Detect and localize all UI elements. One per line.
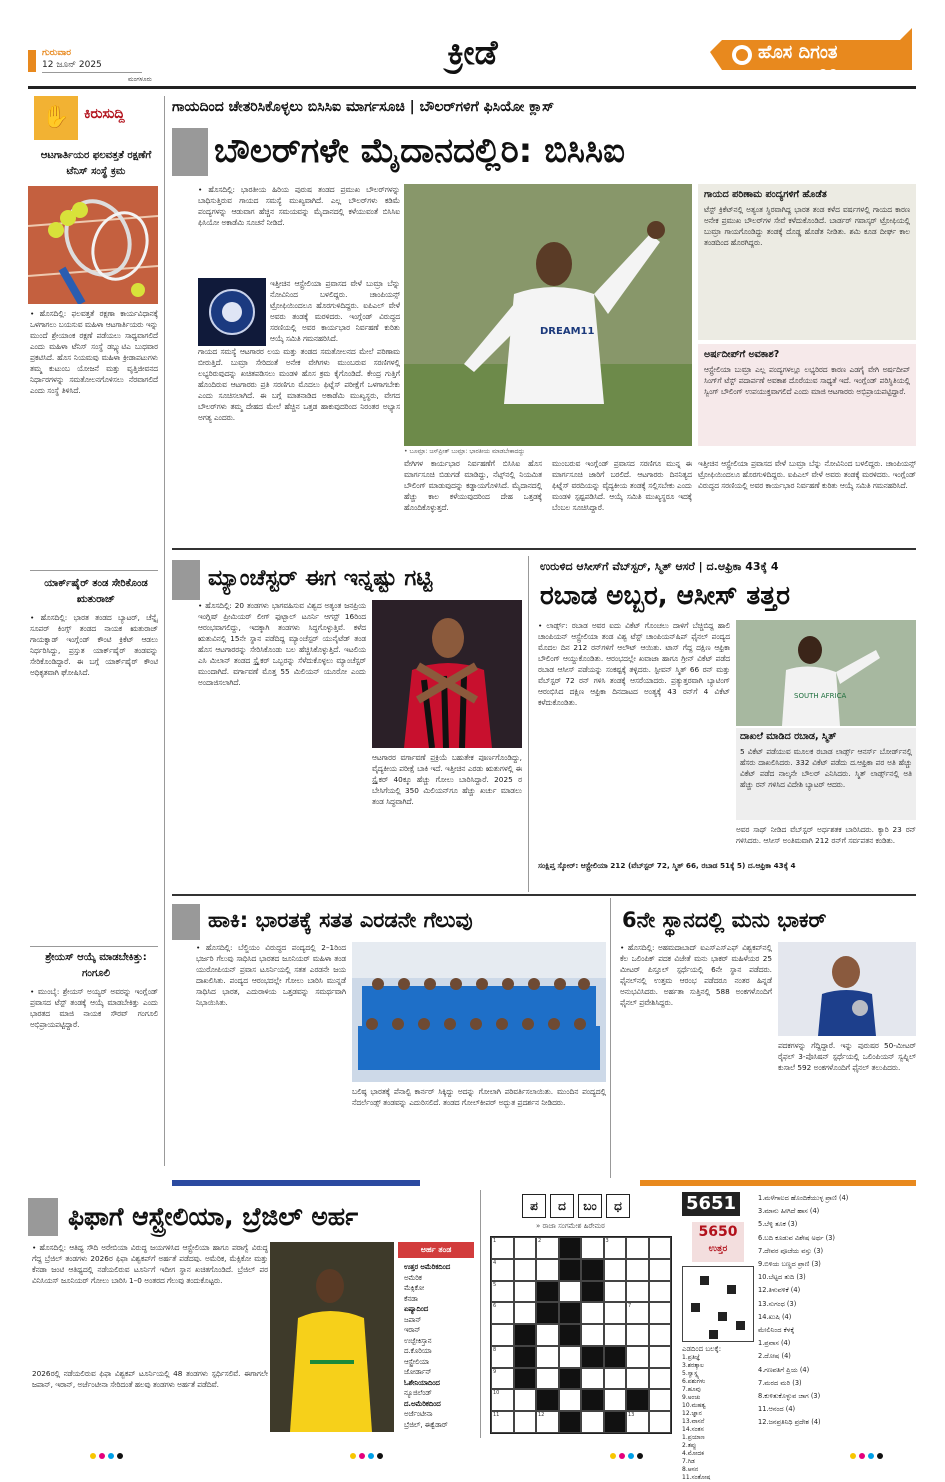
- puzzle-title-letter: ಧ: [606, 1194, 630, 1218]
- issue-day: ಗುರುವಾರ: [42, 48, 72, 58]
- crossword-cell: [514, 1302, 537, 1324]
- crossword-cell: [604, 1389, 627, 1411]
- clue-entry: 1.ಪ್ರವಾಸ (4): [758, 1339, 791, 1348]
- lead-byline: • ಬೂಮ್ರಾ: ಜಸ್‌ಪ್ರೀತ್ ಬುಮ್ರಾ: ಭಾರತೀಯ ಮಾಡಬೇಕಾದದ್ದು: [404, 448, 525, 455]
- crossword-cell: [536, 1389, 559, 1411]
- crossword-cell: [491, 1324, 514, 1346]
- answer-entry: 7.ಗಿಡ: [682, 1458, 695, 1465]
- clue-entry: 12.ಜನಪ್ರತಿನಿಧಿ ಪ್ರದೇಶ (4): [758, 1418, 821, 1427]
- crossword-cell: [626, 1368, 649, 1390]
- qualified-team: ಉಜ್ಬೇಕಿಸ್ತಾನ: [404, 1336, 432, 1345]
- qualified-team: ಕೆನಡಾ: [404, 1294, 418, 1303]
- crossword-cell: [559, 1259, 582, 1281]
- issue-city: ಮಂಗಳೂರು: [128, 76, 152, 83]
- clue-entry: 7.ಮರದ ಮರಿ (3): [758, 1378, 802, 1387]
- crossword-cell: [581, 1302, 604, 1324]
- crossword-cell: 2: [536, 1237, 559, 1259]
- clue-list: [758, 1192, 914, 1430]
- answer-entry: 3.ಶರತ್ಕಾಲ: [682, 1362, 704, 1369]
- qualified-box: [398, 1242, 474, 1432]
- hockey-headline: ಹಾಕಿ: ಭಾರತಕ್ಕೆ ಸತತ ಎರಡನೇ ಗೆಲುವು: [208, 908, 473, 932]
- bcci-logo-photo: [198, 278, 266, 346]
- answer-entry: 9.ಅಂಚು: [682, 1394, 701, 1401]
- crossword-cell: 8: [491, 1346, 514, 1368]
- rabada-score: ಸಂಕ್ಷಿಪ್ತ ಸ್ಕೋರ್: ಆಸ್ಟ್ರೇಲಿಯಾ 212 (ವೆಬ್‌ಸ್ಟರ್ 72, ಸ್ಮಿತ್ 66, ರಬಾಡ 51ಕ್ಕೆ 5) ದ.ಆಫ್ರಿಕಾ 43ಕ್ಕೆ 4: [538, 861, 796, 870]
- lead-box-1-title: ಗಾಯದ ಪರಿಣಾಮ ಪಂದ್ಯಗಳಿಗೆ ಹೊಡೆತ: [704, 189, 827, 200]
- answer-entry: 13.ವಾಸನೆ: [682, 1418, 705, 1425]
- crossword-cell: 9: [491, 1368, 514, 1390]
- manchester-body: • ಹೊಸದಿಲ್ಲಿ: 20 ತಂಡಗಳು ಭಾಗವಹಿಸುವ ವಿಶ್ವದ ಅತ್ಯಂತ ಜನಪ್ರಿಯ ಇಂಗ್ಲಿಷ್ ಪ್ರೀಮಿಯರ್ ಲೀಗ್ ಫುಟ್ಬಾಲ್ ಟೂರ್ನಿ ಆಗಸ್ಟ್ 16ರಿಂದ ಆರಂಭವಾಗಲಿದ್ದು, ಇದಕ್ಕಾಗಿ ತಂಡಗಳು ಸಿದ್ಧಗೊಳ್ಳುತ್ತಿವೆ. ಕಳೆದ ಋತುವಿನಲ್ಲಿ 15ನೇ ಸ್ಥಾನ ಪಡೆದಿದ್ದ ಮ್ಯಾಂಚೆಸ್ಟರ್ ಯುನೈಟೆಡ್ ತಂಡ ಹೊಸ ಆಟಗಾರರನ್ನು ಸೇರಿಸಿಕೊಂಡು ಬಲ ಹೆಚ್ಚಿಸಿಕೊಳ್ಳುತ್ತಿದೆ. ಇಟಲಿಯ ಎಸಿ ಮಿಲಾನ್ ತಂಡದ ಸ್ಟ್ರೈಕರ್ ಒಬ್ಬರನ್ನು ಸೆಳೆದುಕೊಳ್ಳಲು ಮ್ಯಾಂಚೆಸ್ಟರ್ ಮುಂದಾಗಿದೆ. ವರ್ಗಾವಣೆ ಮೊತ್ತ 55 ಮಿಲಿಯನ್ ಯೂರೋ ಎಂದು ಅಂದಾಜಿಸಲಾಗಿದೆ.: [198, 601, 366, 687]
- crossword-cell: [559, 1368, 582, 1390]
- crossword-cell: [626, 1237, 649, 1259]
- crossword-cell: [536, 1302, 559, 1324]
- crossword-cell: 11: [491, 1411, 514, 1433]
- crossword-cell: [649, 1389, 672, 1411]
- crossword-cell: [581, 1281, 604, 1303]
- crossword-cell: [626, 1259, 649, 1281]
- crossword-cell: [626, 1324, 649, 1346]
- manu-body: • ಹೊಸದಿಲ್ಲಿ: ಅಹಮದಾಬಾದ್ ಐಎಸ್‌ಎಸ್‌ಎಫ್ ವಿಶ್ವಕಪ್‌ನಲ್ಲಿ ಕೆಲ ಒಲಿಂಪಿಕ್ ಪದಕ ವಿಜೇತೆ ಮನು ಭಾಕರ್ ಮಹಿಳೆಯರ 25 ಮೀಟರ್ ಪಿಸ್ತೂಲ್ ಸ್ಪರ್ಧೆಯಲ್ಲಿ 6ನೇ ಸ್ಥಾನ ಪಡೆದರು. ಫೈನಲ್‌ನಲ್ಲಿ ಉತ್ತಮ ಆರಂಭ ಪಡೆದರೂ ನಂತರ ಹಿನ್ನಡೆ ಅನುಭವಿಸಿದರು. ಅರ್ಹತಾ ಸುತ್ತಿನಲ್ಲಿ 588 ಅಂಕಗಳೊಂದಿಗೆ ಫೈನಲ್ ಪ್ರವೇಶಿಸಿದ್ದರು.: [620, 943, 772, 1007]
- qualified-team: ಆಸ್ಟ್ರೇಲಿಯಾ: [404, 1357, 430, 1366]
- clue-entry: 6.ಬದಿ ಕೂಡುವ ವಿಶೇಷ ಅರ್ಥ (3): [758, 1233, 835, 1242]
- puzzle: [486, 1190, 916, 1481]
- crossword-cell: [536, 1259, 559, 1281]
- bumrah-photo: [404, 184, 692, 446]
- lead-box-2-title: ಅರ್ಷದೀಪ್‌ಗೆ ಅವಕಾಶ?: [704, 349, 780, 360]
- qualified-title: ಅರ್ಹ ತಂಡ: [398, 1242, 474, 1258]
- qualified-list: [404, 1262, 474, 1430]
- manchester-body-2: ಆಟಗಾರರ ವರ್ಗಾವಣೆ ಪ್ರಕ್ರಿಯೆ ಬಹುತೇಕ ಪೂರ್ಣಗೊಂಡಿದ್ದು, ವೈದ್ಯಕೀಯ ಪರೀಕ್ಷೆ ಬಾಕಿ ಇದೆ. ಇತ್ತೀಚಿನ ಎರಡು ಋತುಗಳಲ್ಲಿ ಈ ಸ್ಟ್ರೈಕರ್ 40ಕ್ಕೂ ಹೆಚ್ಚು ಗೋಲು ಬಾರಿಸಿದ್ದಾರೆ. 2025 ರ ಬೇಸಿಗೆಯಲ್ಲಿ 350 ಮಿಲಿಯನ್‌ಗೂ ಹೆಚ್ಚು ಖರ್ಚು ಮಾಡಲು ತಂಡ ಸಿದ್ಧವಾಗಿದೆ.: [372, 753, 522, 806]
- answer-entry: 5.ಸ್ವಾಸ್ಥ್ಯ: [682, 1370, 699, 1377]
- answer-entry: 2.ತಪ್ಪು: [682, 1442, 697, 1449]
- rabada-headline: ರಬಾಡ ಅಬ್ಬರ, ಆಸೀಸ್ ತತ್ತರ: [540, 581, 790, 611]
- manu-bhaker-photo: [778, 942, 916, 1036]
- lead-box-1: [698, 184, 916, 340]
- clue-entry: 7.ದೇವರ ಪೂಜೆಯ ವಸ್ತು (3): [758, 1246, 824, 1255]
- crossword-cell: [581, 1368, 604, 1390]
- crossword-cell: 10: [491, 1389, 514, 1411]
- clue-entry: 4.ಗಣಪತಿಗೆ ಪ್ರಿಯ (4): [758, 1365, 810, 1374]
- answer-entry: 1.ಪ್ರಯಾಣ: [682, 1434, 705, 1441]
- brand-name: ಹೊಸ ದಿಗಂತ: [758, 42, 838, 63]
- color-bar-1: [172, 1180, 420, 1186]
- clue-entry: 10.ಬೆಟ್ಟದ ತುದಿ (3): [758, 1273, 806, 1282]
- across-title: ಎಡದಿಂದ ಬಲಕ್ಕೆ:: [682, 1345, 722, 1353]
- crossword-cell: [581, 1237, 604, 1259]
- crossword-cell: [649, 1281, 672, 1303]
- qualified-team: ಅಮೆರಿಕ: [404, 1273, 422, 1282]
- masthead-left: [28, 36, 158, 82]
- crossword-cell: [559, 1281, 582, 1303]
- qualified-team: ಇರಾನ್: [404, 1326, 421, 1334]
- crossword-cell: [514, 1368, 537, 1390]
- masthead-rule: [28, 86, 916, 89]
- manu-story: [616, 898, 916, 1178]
- crossword-cell: [649, 1368, 672, 1390]
- qualified-team: ಅರ್ಜೆಂಟೀನಾ: [404, 1410, 433, 1418]
- crossword-cell: [514, 1389, 537, 1411]
- answer-grid: [682, 1266, 754, 1342]
- lead-body-4: ಮುಂಬರುವ ಇಂಗ್ಲೆಂಡ್ ಪ್ರವಾಸದ ಸರಣಿಗೂ ಮುನ್ನ ಈ ಮಾರ್ಗಸೂಚಿ ಜಾರಿಗೆ ಬರಲಿದೆ. ಆಟಗಾರರು ದಿನನಿತ್ಯದ ಫಿಟ್ನೆಸ್ ವರದಿಯನ್ನು ವೈದ್ಯಕೀಯ ತಂಡಕ್ಕೆ ಸಲ್ಲಿಸಬೇಕು ಎಂದು ಮಂಡಳಿ ಸ್ಪಷ್ಟಪಡಿಸಿದೆ. ಆಯ್ಕೆ ಸಮಿತಿ ಮುಖ್ಯಸ್ಥರೂ ಇದಕ್ಕೆ ಬೆಂಬಲ ಸೂಚಿಸಿದ್ದಾರೆ.: [552, 459, 692, 512]
- sidebar-text-1: • ಹೊಸದಿಲ್ಲಿ: ಫಲವತ್ತತೆ ರಕ್ಷಣಾ ಕಾರ್ಯವಿಧಾನಕ್ಕೆ ಒಳಗಾಗಲು ಬಯಸುವ ಮಹಿಳಾ ಆಟಗಾರ್ತಿಯರು ಇನ್ನು ಮುಂದೆ ಶ್ರೇಯಾಂಕ ರಕ್ಷಣೆ ಪಡೆಯಲು ಸಾಧ್ಯವಾಗಲಿದೆ ಎಂದು ಮಹಿಳಾ ಟೆನಿಸ್ ಸಂಸ್ಥೆ ಡಬ್ಲ್ಯುಟಿಎ ಬುಧವಾರ ಪ್ರಕಟಿಸಿದೆ. ಹೊಸ ನಿಯಮವು ಮಹಿಳಾ ಕ್ರೀಡಾಪಟುಗಳು ತಮ್ಮ ಕುಟುಂಬ ಯೋಜನೆ ಮತ್ತು ವೃತ್ತಿಜೀವನದ ನಿರ್ಧಾರಗಳನ್ನು ಸಮತೋಲನಗೊಳಿಸಲು ನೆರವಾಗಲಿದೆ ಎಂದು ಸಂಸ್ಥೆ ತಿಳಿಸಿದೆ.: [30, 309, 158, 395]
- lead-box-2-text: ಆಸ್ಟ್ರೇಲಿಯಾ ಬುಮ್ರಾ ಎಲ್ಲ ಪಂದ್ಯಗಳಲ್ಲೂ ಲಭ್ಯರಿರದ ಕಾರಣ ಎಡಗೈ ವೇಗಿ ಅರ್ಷದೀಪ್ ಸಿಂಗ್‌ಗೆ ಟೆಸ್ಟ್ ಪದಾರ್ಪಣೆ ಅವಕಾಶ ದೊರೆಯುವ ಸಾಧ್ಯತೆ ಇದೆ. ಇಂಗ್ಲೆಂಡ್ ಪರಿಸ್ಥಿತಿಯಲ್ಲಿ ಸ್ವಿಂಗ್ ಬೌಲಿಂಗ್ ಉಪಯುಕ್ತವಾಗಲಿದೆ ಎಂದು ಮಾಜಿ ಆಟಗಾರರು ಅಭಿಪ್ರಾಯಪಟ್ಟಿದ್ದಾರೆ.: [704, 365, 910, 396]
- across-list: [682, 1354, 754, 1482]
- sidebar-title-3: ಶ್ರೇಯಸ್ ಆಯ್ಕೆ ಮಾಡಬೇಕಿತ್ತು: ಗಂಗೂಲಿ: [45, 952, 147, 979]
- sidebar-text-2: • ಹೊಸದಿಲ್ಲಿ: ಭಾರತ ತಂಡದ ಬ್ಯಾಟರ್, ಚೆನ್ನೈ ಸೂಪರ್ ಕಿಂಗ್ಸ್ ತಂಡದ ನಾಯಕ ಋತುರಾಜ್ ಗಾಯಕ್ವಾಡ್ ಇಂಗ್ಲೆಂಡ್ ಕೌಂಟಿ ಕ್ರಿಕೆಟ್ ಆಡಲು ನಿರ್ಧರಿಸಿದ್ದು, ಪ್ರಸ್ತುತ ಯಾರ್ಕ್‌ಷೈರ್ ತಂಡವನ್ನು ಸೇರಿಕೊಂಡಿದ್ದಾರೆ. ಈ ಬಗ್ಗೆ ಯಾರ್ಕ್‌ಷೈರ್ ಕೌಂಟಿ ಅಧಿಕೃತವಾಗಿ ಘೋಷಿಸಿದೆ.: [30, 613, 158, 677]
- crossword-cell: 13: [626, 1411, 649, 1433]
- fifa-story: [28, 1190, 474, 1438]
- registration-marks: [88, 1444, 945, 1454]
- puzzle-author: » ರಾಜಾ ಸಂಗಮೇಶ ಹಿರೇಮಠ: [536, 1222, 605, 1230]
- crossword-cell: 3: [604, 1237, 627, 1259]
- crossword-cell: [649, 1346, 672, 1368]
- answer-entry: 8.ಆಸನ: [682, 1466, 699, 1473]
- crossword-cell: [604, 1346, 627, 1368]
- rabada-box: [736, 728, 916, 820]
- crossword-cell: [514, 1281, 537, 1303]
- color-bar-2: [640, 1180, 916, 1186]
- qualified-team: ಜಪಾನ್: [404, 1315, 422, 1324]
- crossword-cell: 6: [491, 1302, 514, 1324]
- sidebar-title-2: ಯಾರ್ಕ್‌ಷೈರ್ ತಂಡ ಸೇರಿಕೊಂಡ ಋತುರಾಜ್: [44, 578, 148, 605]
- clue-entry: 3.ಮಾನು ಹೀಗಿದೆ ಹಾಸ (4): [758, 1207, 820, 1216]
- lead-body-5: ಇತ್ತೀಚಿನ ಆಸ್ಟ್ರೇಲಿಯಾ ಪ್ರವಾಸದ ವೇಳೆ ಬುಮ್ರಾ ಬೆನ್ನು ನೋವಿನಿಂದ ಬಳಲಿದ್ದರು. ಚಾಂಪಿಯನ್ಸ್ ಟ್ರೋಫಿಯಿಂದಲೂ ಹೊರಗುಳಿದಿದ್ದರು. ಐಪಿಎಲ್ ವೇಳೆ ಅವರು ತಂಡಕ್ಕೆ ಮರಳಿದರು. ಇಂಗ್ಲೆಂಡ್ ವಿರುದ್ಧದ ಸರಣಿಯಲ್ಲಿ ಅವರ ಕಾರ್ಯಭಾರ ನಿರ್ವಹಣೆ ಕುರಿತು ಆಯ್ಕೆ ಸಮಿತಿ ಗಮನಹರಿಸಿದೆ.: [698, 459, 916, 490]
- manchester-story: [172, 556, 524, 892]
- manchester-headline: ಮ್ಯಾಂಚೆಸ್ಟರ್ ಈಗ ಇನ್ನಷ್ಟು ಗಟ್ಟಿ: [208, 566, 433, 591]
- crossword-cell: [514, 1411, 537, 1433]
- qualified-region: ದ.ಅಮೆರಿಕದಿಂದ: [404, 1399, 441, 1408]
- lead-body-1: • ಹೊಸದಿಲ್ಲಿ: ಭಾರತೀಯ ಹಿರಿಯ ಪುರುಷ ತಂಡದ ಪ್ರಮುಖ ಬೌಲರ್‌ಗಳನ್ನು ಬಾಧಿಸುತ್ತಿರುವ ಗಾಯದ ಸಮಸ್ಯೆ ಮುಖ್ಯವಾಗಿದೆ. ಎಲ್ಲ ಬೌಲರ್‌ಗಳು ಕಡಿಮೆ ಪಂದ್ಯಗಳನ್ನು ಆಡುವಾಗ ಹೆಚ್ಚಿನ ಸಮಯವನ್ನು ಮೈದಾನದಲ್ಲಿ ಕಳೆಯುವಂತೆ ಬಿಸಿಸಿಐ ಫಿಸಿಯೋ ಅಕಾಡೆಮಿ ಸೂಚನೆ ನೀಡಿದೆ.: [198, 185, 400, 227]
- crossword-cell: [626, 1389, 649, 1411]
- lead-headline: ಬೌಲರ್‌ಗಳೇ ಮೈದಾನದಲ್ಲಿರಿ: ಬಿಸಿಸಿಐ: [214, 131, 626, 171]
- crossword-cell: [604, 1368, 627, 1390]
- fifa-body-2: 2026ರಲ್ಲಿ ನಡೆಯಲಿರುವ ಫಿಫಾ ವಿಶ್ವಕಪ್ ಟೂರ್ನಿಯಲ್ಲಿ 48 ತಂಡಗಳು ಸ್ಪರ್ಧಿಸಲಿವೆ. ಈಗಾಗಲೇ ಜಪಾನ್, ಇರಾನ್, ಅರ್ಜೆಂಟೀನಾ ಸೇರಿದಂತೆ ಹಲವು ತಂಡಗಳು ಅರ್ಹತೆ ಪಡೆದಿವೆ.: [32, 1369, 268, 1389]
- qualified-team: ಜೋರ್ಡಾನ್: [404, 1368, 432, 1376]
- manu-headline: 6ನೇ ಸ್ಥಾನದಲ್ಲಿ ಮನು ಭಾಕರ್: [622, 908, 827, 932]
- crossword-cell: 12: [536, 1411, 559, 1433]
- answer-entry: 10.ಮಹತ್ವ: [682, 1402, 706, 1409]
- crossword-cell: [514, 1324, 537, 1346]
- answer-entry: 12.ಜ್ಞಾನ: [682, 1410, 702, 1417]
- lead-kicker: ಗಾಯದಿಂದ ಚೇತರಿಸಿಕೊಳ್ಳಲು ಬಿಸಿಸಿಐ ಮಾರ್ಗಸೂಚಿ | ಬೌಲರ್‌ಗಳಿಗೆ ಫಿಸಿಯೋ ಕ್ಲಾಸ್: [172, 99, 555, 115]
- crossword-cell: [514, 1237, 537, 1259]
- answer-number: 5650: [698, 1224, 738, 1240]
- section-title: ಕ್ರೀಡೆ: [447, 33, 498, 73]
- issue-date: 12 ಜೂನ್ 2025: [42, 60, 102, 70]
- crossword-cell: [649, 1259, 672, 1281]
- page-number: ೧೧: [818, 62, 839, 83]
- lead-body-2: ಗಾಯದ ಸಮಸ್ಯೆ ಆಟಗಾರರ ಲಯ ಮತ್ತು ತಂಡದ ಸಮತೋಲನದ ಮೇಲೆ ಪರಿಣಾಮ ಬೀರುತ್ತಿದೆ. ಬುಮ್ರಾ ಸೇರಿದಂತೆ ಅನೇಕ ವೇಗಿಗಳು ಮುಂಬರುವ ಸರಣಿಗಳಲ್ಲಿ ಲಭ್ಯರಿರುವುದನ್ನು ಖಚಿತಪಡಿಸಲು ಮಂಡಳಿ ಹೊಸ ಕ್ರಮ ಕೈಗೊಂಡಿದೆ. ಕೇಂದ್ರ ಗುತ್ತಿಗೆ ಹೊಂದಿರುವ ಆಟಗಾರರು ಪ್ರತಿ ಸರಣಿಗೂ ಮೊದಲು ಫಿಟ್ನೆಸ್ ಪರೀಕ್ಷೆಗೆ ಒಳಗಾಗಬೇಕು ಎಂದು ಸೂಚಿಸಲಾಗಿದೆ. ಈ ಬಗ್ಗೆ ಮಾತನಾಡಿದ ಅಕಾಡೆಮಿ ಮುಖ್ಯಸ್ಥರು, ವೇಗದ ಬೌಲರ್‌ಗಳು ತಮ್ಮ ದೇಹದ ಮೇಲೆ ಹೆಚ್ಚಿನ ಒತ್ತಡ ಹಾಕುವುದರಿಂದ ನಿರಂತರ ಅಭ್ಯಾಸ ಅಗತ್ಯ ಎಂದರು.: [198, 347, 400, 422]
- crossword-cell: [559, 1389, 582, 1411]
- crossword-cell: [604, 1324, 627, 1346]
- crossword-cell: [581, 1411, 604, 1433]
- qualified-team: ಬ್ರೆಜಿಲ್, ಈಕ್ವೆಡಾರ್: [404, 1420, 448, 1429]
- puzzle-title-letter: ದ: [550, 1194, 574, 1218]
- rabada-box-title: ದಾಖಲೆ ಮಾಡಿದ ರಬಾಡ, ಸ್ಮಿತ್: [740, 731, 837, 742]
- kirusuddi-badge: [30, 94, 160, 140]
- puzzle-title: [522, 1194, 634, 1216]
- crossword-cell: [649, 1237, 672, 1259]
- crossword-cell: [604, 1302, 627, 1324]
- qualified-team: ಮೆಕ್ಸಿಕೋ: [404, 1284, 425, 1292]
- crossword-cell: [536, 1368, 559, 1390]
- answer-box: [692, 1222, 744, 1262]
- crossword-cell: [536, 1346, 559, 1368]
- crossword-cell: [559, 1346, 582, 1368]
- qualified-region: ಓಶೇನಿಯಾದಿಂದ: [404, 1378, 440, 1387]
- crossword-grid: [490, 1236, 672, 1434]
- answer-entry: 1.ಪ್ರತಿಜ್ಞೆ: [682, 1354, 701, 1361]
- crossword-cell: [559, 1237, 582, 1259]
- crossword-cell: [536, 1281, 559, 1303]
- hockey-body: • ಹೊಸದಿಲ್ಲಿ: ಬೆಲ್ಜಿಯಂ ವಿರುದ್ಧದ ಪಂದ್ಯದಲ್ಲಿ 2–1ರಿಂದ ಭರ್ಜರಿ ಗೆಲುವು ಸಾಧಿಸಿದ ಭಾರತದ ಜೂನಿಯರ್ ಮಹಿಳಾ ತಂಡ ಯುರೋಪಿಯನ್ ಪ್ರವಾಸ ಟೂರ್ನಿಯಲ್ಲಿ ಸತತ ಎರಡನೇ ಜಯ ದಾಖಲಿಸಿತು. ಪಂದ್ಯದ ಆರಂಭದಲ್ಲೇ ಗೋಲು ಬಾರಿಸಿ ಮುನ್ನಡೆ ಸಾಧಿಸಿದ ಭಾರತ, ಎದುರಾಳಿಯ ಒತ್ತಡವನ್ನು ಸಮರ್ಥವಾಗಿ ನಿಭಾಯಿಸಿತು.: [196, 943, 346, 1007]
- crossword-cell: [514, 1259, 537, 1281]
- crossword-cell: [559, 1324, 582, 1346]
- crossword-cell: 7: [626, 1302, 649, 1324]
- rabada-body: • ಲಾರ್ಡ್ಸ್: ರಬಾಡ ಅವರ ಐದು ವಿಕೆಟ್ ಗೊಂಚಲು ದಾಳಿಗೆ ಬೆಚ್ಚಿಬಿದ್ದ ಹಾಲಿ ಚಾಂಪಿಯನ್ ಆಸ್ಟ್ರೇಲಿಯಾ ತಂಡ ವಿಶ್ವ ಟೆಸ್ಟ್ ಚಾಂಪಿಯನ್‌ಷಿಪ್ ಫೈನಲ್ ಪಂದ್ಯದ ಮೊದಲ ದಿನ 212 ರನ್‌ಗಳಿಗೆ ಆಲೌಟ್ ಆಯಿತು. ಟಾಸ್ ಗೆದ್ದ ದಕ್ಷಿಣ ಆಫ್ರಿಕಾ ಬೌಲಿಂಗ್ ಆಯ್ದುಕೊಂಡಿತು. ಆರಂಭದಲ್ಲೇ ಖವಾಜಾ ಹಾಗೂ ಗ್ರೀನ್ ವಿಕೆಟ್ ಪಡೆದ ರಬಾಡ ಆಸೀಸ್ ಪಡೆಯನ್ನು ಸಂಕಷ್ಟಕ್ಕೆ ತಳ್ಳಿದರು. ಸ್ಟೀವನ್ ಸ್ಮಿತ್ 66 ರನ್ ಮತ್ತು ವೆಬ್‌ಸ್ಟರ್ 72 ರನ್ ಗಳಿಸಿ ತಂಡಕ್ಕೆ ಆಸರೆಯಾದರು. ಪ್ರತ್ಯುತ್ತರವಾಗಿ ಬ್ಯಾಟಿಂಗ್ ಆರಂಭಿಸಿದ ದಕ್ಷಿಣ ಆಫ್ರಿಕಾ ದಿನದಾಟದ ಅಂತ್ಯಕ್ಕೆ 43 ರನ್‌ಗೆ 4 ವಿಕೆಟ್ ಕಳೆದುಕೊಂಡಿತು.: [538, 621, 730, 707]
- tennis-photo: [28, 186, 158, 304]
- crossword-cell: [581, 1346, 604, 1368]
- crossword-cell: [649, 1411, 672, 1433]
- sidebar-title-1: ಆಟಗಾರ್ತಿಯರ ಫಲವತ್ತತೆ ರಕ್ಷಣೆಗೆ ಟೆನಿಸ್ ಸಂಸ್ಥೆ ಕ್ರಮ: [40, 150, 152, 177]
- lead-body-3: ವೇಗಿಗಳ ಕಾರ್ಯಭಾರ ನಿರ್ವಹಣೆಗೆ ಬಿಸಿಸಿಐ ಹೊಸ ಮಾರ್ಗಸೂಚಿ ಬಿಡುಗಡೆ ಮಾಡಿದ್ದು, ನೆಟ್ಸ್‌ನಲ್ಲಿ ನಿಯಮಿತ ಬೌಲಿಂಗ್ ಮಾಡುವುದನ್ನು ಕಡ್ಡಾಯಗೊಳಿಸಿದೆ. ಮೈದಾನದಲ್ಲಿ ಹೆಚ್ಚು ಕಾಲ ಕಳೆಯುವುದರಿಂದ ದೇಹ ಒತ್ತಡಕ್ಕೆ ಹೊಂದಿಕೊಳ್ಳುತ್ತದೆ.: [404, 459, 542, 512]
- clue-entry: 13.ಸುಗಂಧ (3): [758, 1299, 797, 1308]
- hockey-team-photo: [352, 942, 606, 1082]
- rabada-tail: ಅವರ ಸಾಥ್ ನೀಡಿದ ವೆಬ್‌ಸ್ಟರ್ ಅರ್ಧಶತಕ ಬಾರಿಸಿದರು. ಕ್ಯಾರಿ 23 ರನ್ ಗಳಿಸಿದರು. ಆಸೀಸ್ ಅಂತಿಮವಾಗಿ 212 ರನ್‌ಗೆ ಸರ್ವಪತನ ಕಂಡಿತು.: [736, 825, 916, 845]
- clue-entry: 12.ತಿಳುವಳಿಕೆ (4): [758, 1286, 801, 1295]
- clue-entry: 1.ಮಳೆಗಾಲದ ಹೊಂದಿಕೆಯುಳ್ಳ ಪ್ರಾಣಿ (4): [758, 1194, 849, 1202]
- qualified-region: ಉತ್ತರ ಅಮೆರಿಕದಿಂದ: [404, 1263, 451, 1271]
- crossword-cell: [604, 1259, 627, 1281]
- crossword-cell: 4: [491, 1259, 514, 1281]
- puzzle-title-letter: ಪ: [522, 1194, 546, 1218]
- qualified-team: ದ.ಕೊರಿಯಾ: [404, 1347, 432, 1355]
- answer-label: ಉತ್ತರ: [708, 1244, 728, 1254]
- clue-entry: 2.ದೋಷ (4): [758, 1352, 791, 1361]
- answer-entry: 11.ಸಂತೋಷ: [682, 1474, 711, 1481]
- kirusuddi-label: ಕಿರುಸುದ್ದಿ: [84, 106, 125, 122]
- crossword-cell: [514, 1346, 537, 1368]
- crossword-cell: [559, 1411, 582, 1433]
- svg-text:SOUTH AFRICA: SOUTH AFRICA: [794, 692, 847, 700]
- crossword-cell: [604, 1281, 627, 1303]
- answer-entry: 4.ಮೋದಕ: [682, 1450, 704, 1457]
- lead-divider: [172, 548, 916, 550]
- lead-headline-frame: [172, 122, 916, 180]
- hockey-story: [172, 898, 606, 1178]
- crossword-cell: [626, 1346, 649, 1368]
- sidebar-text-3: • ಮುಂಬೈ: ಶ್ರೇಯಸ್ ಅಯ್ಯರ್ ಅವರನ್ನು ಇಂಗ್ಲೆಂಡ್ ಪ್ರವಾಸದ ಟೆಸ್ಟ್ ತಂಡಕ್ಕೆ ಆಯ್ಕೆ ಮಾಡಬೇಕಿತ್ತು ಎಂದು ಭಾರತದ ಮಾಜಿ ನಾಯಕ ಸೌರವ್ ಗಂಗೂಲಿ ಅಭಿಪ್ರಾಯಪಟ್ಟಿದ್ದಾರೆ.: [30, 987, 158, 1029]
- answer-entry: 6.ಪಶುಗಳು: [682, 1378, 706, 1385]
- answer-entry: 14.ಸಂತಸ: [682, 1426, 704, 1433]
- answer-entry: 7.ಹೂವು: [682, 1386, 701, 1393]
- crossword-cell: [559, 1302, 582, 1324]
- crossword-cell: [536, 1324, 559, 1346]
- rabada-kicker: ಉರುಳಿದ ಆಸೀಸ್‌ಗೆ ವೆಬ್‌ಸ್ಟರ್, ಸ್ಮಿತ್ ಆಸರೆ | ದ.ಆಫ್ರಿಕಾ 43ಕ್ಕೆ 4: [540, 560, 779, 573]
- puzzle-number: 5651: [682, 1192, 740, 1216]
- crossword-cell: [649, 1324, 672, 1346]
- crossword-cell: 5: [491, 1281, 514, 1303]
- svg-text:DREAM11: DREAM11: [540, 326, 595, 337]
- hockey-body-2: ಬಲಿಷ್ಠ ಭಾರತಕ್ಕೆ ಪೆನಾಲ್ಟಿ ಕಾರ್ನರ್ ಸಿಕ್ಕಿದ್ದು ಅದನ್ನು ಗೋಲಾಗಿ ಪರಿವರ್ತಿಸಲಾಯಿತು. ಮುಂದಿನ ಪಂದ್ಯದಲ್ಲಿ ನೆದರ್ಲೆಂಡ್ಸ್ ತಂಡವನ್ನು ಎದುರಿಸಲಿದೆ. ತಂಡದ ಗೋಲ್‌ಕೀಪರ್ ಅದ್ಭುತ ಪ್ರದರ್ಶನ ನೀಡಿದರು.: [352, 1087, 606, 1107]
- puzzle-title-letter: ಬಂ: [578, 1194, 602, 1218]
- crossword-cell: 1: [491, 1237, 514, 1259]
- clue-entry: 9.ಬಿಳಿಯ ಬಣ್ಣದ ಪ್ರಾಣಿ (3): [758, 1260, 821, 1269]
- rabada-photo: [736, 620, 916, 726]
- fifa-body: • ಹೊಸದಿಲ್ಲಿ: ಆತಿಥ್ಯ ಸೌದಿ ಅರೇಬಿಯಾ ವಿರುದ್ಧ ಜಯಗಳಿಸಿದ ಆಸ್ಟ್ರೇಲಿಯಾ ಹಾಗೂ ಪರಾಗ್ವೆ ವಿರುದ್ಧ ಗೆದ್ದ ಬ್ರೆಜಿಲ್ ತಂಡಗಳು 2026ರ ಫಿಫಾ ವಿಶ್ವಕಪ್‌ಗೆ ಅರ್ಹತೆ ಪಡೆದವು. ಅಮೆರಿಕ, ಮೆಕ್ಸಿಕೋ ಮತ್ತು ಕೆನಡಾ ಜಂಟಿ ಆತಿಥ್ಯದಲ್ಲಿ ನಡೆಯಲಿರುವ ಟೂರ್ನಿಗೆ ಇದೀಗ ಸ್ಥಾನ ಖಚಿತಗೊಂಡಿದೆ. ಬ್ರೆಜಿಲ್ ಪರ ವಿನಿಸಿಯಸ್ ಜೂನಿಯರ್ ಗೋಲು ಬಾರಿಸಿ 1–0 ಅಂತರದ ಗೆಲುವು ತಂದುಕೊಟ್ಟರು.: [32, 1243, 268, 1285]
- clue-entry: 14.ಖುಷಿ (4): [758, 1312, 792, 1321]
- clue-entry: 8.ಕುಳಿತುಕೊಳ್ಳುವ ಜಾಗ (3): [758, 1392, 821, 1401]
- crossword-cell: [649, 1302, 672, 1324]
- megaphone-icon: ✋: [42, 105, 70, 130]
- rabada-story: [534, 556, 916, 892]
- rabada-box-text: 5 ವಿಕೆಟ್ ಪಡೆಯುವ ಮೂಲಕ ರಬಾಡ ಲಾರ್ಡ್ಸ್ ಆನರ್ಸ್ ಬೋರ್ಡ್‌ನಲ್ಲಿ ಹೆಸರು ದಾಖಲಿಸಿದರು. 332 ವಿಕೆಟ್ ಪಡೆದು ದ.ಆಫ್ರಿಕಾ ಪರ ಅತಿ ಹೆಚ್ಚು ವಿಕೆಟ್ ಪಡೆದ ನಾಲ್ಕನೇ ಬೌಲರ್ ಎನಿಸಿದರು. ಸ್ಮಿತ್ ಲಾರ್ಡ್ಸ್‌ನಲ್ಲಿ ಅತಿ ಹೆಚ್ಚು ರನ್ ಗಳಿಸಿದ ವಿದೇಶಿ ಬ್ಯಾಟರ್ ಆದರು.: [740, 747, 912, 789]
- clue-entry: ಮೇಲಿನಿಂದ ಕೆಳಕ್ಕೆ: [758, 1326, 795, 1335]
- manu-body-2: ಪದಕಗಳನ್ನು ಗೆದ್ದಿದ್ದಾರೆ. ಇನ್ನು ಪುರುಷರ 50-ಮೀಟರ್ ರೈಫಲ್ 3-ಪೊಸಿಷನ್ ಸ್ಪರ್ಧೆಯಲ್ಲಿ ಒಲಿಂಪಿಯನ್ ಸ್ವಪ್ನಿಲ್ ಕುಸಾಲೆ 592 ಅಂಕಗಳೊಂದಿಗೆ ಫೈನಲ್ ತಲುಪಿದರು.: [778, 1041, 916, 1072]
- brand-banner: [706, 28, 916, 83]
- crossword-cell: [581, 1389, 604, 1411]
- crossword-cell: [626, 1281, 649, 1303]
- crossword-cell: [581, 1259, 604, 1281]
- vinicius-photo: [270, 1242, 394, 1432]
- clue-entry: 5.ಬೆಳ್ಳಿ ತೂಕ (3): [758, 1220, 798, 1229]
- crossword-cell: [581, 1324, 604, 1346]
- crossword-cell: [604, 1411, 627, 1433]
- qualified-team: ನ್ಯೂಜಿಲೆಂಡ್: [404, 1389, 432, 1397]
- fifa-headline: ಫಿಫಾಗೆ ಆಸ್ಟ್ರೇಲಿಯಾ, ಬ್ರೆಜಿಲ್ ಅರ್ಹ: [68, 1202, 359, 1231]
- milan-player-photo: [372, 600, 522, 748]
- lead-box-1-text: ಟೆಸ್ಟ್ ಕ್ರಿಕೆಟ್‌ನಲ್ಲಿ ಅತ್ಯಂತ ಸ್ಥಿರವಾಗಿದ್ದ ಭಾರತ ತಂಡ ಕಳೆದ ವರ್ಷಗಳಲ್ಲಿ ಗಾಯದ ಕಾರಣ ಅನೇಕ ಪ್ರಮುಖ ಬೌಲರ್‌ಗಳ ಸೇವೆ ಕಳೆದುಕೊಂಡಿದೆ. ಬಾರ್ಡರ್ ಗವಾಸ್ಕರ್ ಟ್ರೋಫಿಯಲ್ಲಿ ಬುಮ್ರಾ ಗಾಯಗೊಂಡಿದ್ದು ತಂಡಕ್ಕೆ ದೊಡ್ಡ ಹೊಡೆತ ನೀಡಿತು. ಶಮಿ ಕೂಡ ದೀರ್ಘ ಕಾಲ ತಂಡದಿಂದ ಹೊರಗಿದ್ದರು.: [704, 205, 910, 247]
- lead-body-2b: ಇತ್ತೀಚಿನ ಆಸ್ಟ್ರೇಲಿಯಾ ಪ್ರವಾಸದ ವೇಳೆ ಬುಮ್ರಾ ಬೆನ್ನು ನೋವಿನಿಂದ ಬಳಲಿದ್ದರು. ಚಾಂಪಿಯನ್ಸ್ ಟ್ರೋಫಿಯಿಂದಲೂ ಹೊರಗುಳಿದಿದ್ದರು. ಐಪಿಎಲ್ ವೇಳೆ ಅವರು ತಂಡಕ್ಕೆ ಮರಳಿದರು. ಇಂಗ್ಲೆಂಡ್ ವಿರುದ್ಧದ ಸರಣಿಯಲ್ಲಿ ಅವರ ಕಾರ್ಯಭಾರ ನಿರ್ವಹಣೆ ಕುರಿತು ಆಯ್ಕೆ ಸಮಿತಿ ಗಮನಹರಿಸಿದೆ.: [270, 279, 400, 343]
- clue-entry: 11.ಆನಂದ (4): [758, 1405, 796, 1414]
- qualified-region: ಏಷ್ಯಾದಿಂದ: [404, 1305, 429, 1313]
- lead-box-2: [698, 344, 916, 446]
